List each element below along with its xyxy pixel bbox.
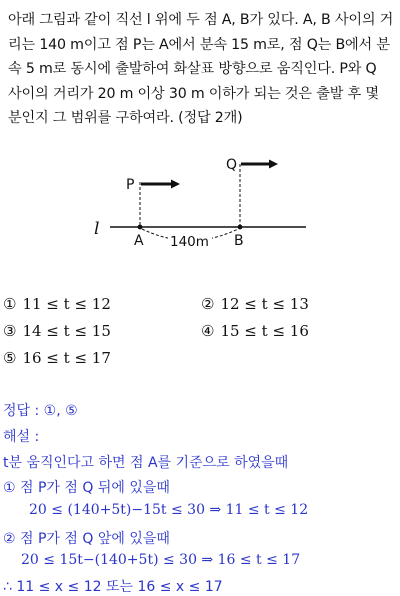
choice-5[interactable] xyxy=(3,349,111,367)
point-b-dot xyxy=(238,225,243,230)
point-p-label: P xyxy=(126,177,135,193)
line-l-label: l xyxy=(94,219,100,239)
choice-2[interactable] xyxy=(201,295,309,313)
choice-5-number: ⑤ xyxy=(3,349,17,367)
choice-5-text: 16 ≤ t ≤ 17 xyxy=(22,349,111,367)
choice-1[interactable] xyxy=(3,295,111,313)
choice-2-text: 12 ≤ t ≤ 13 xyxy=(220,295,309,313)
setup-line: t분 움직인다고 하면 점 A를 기준으로 하였을때 xyxy=(3,455,289,471)
choice-3[interactable] xyxy=(3,322,111,340)
choice-4-number: ④ xyxy=(201,322,215,340)
choice-3-number: ③ xyxy=(3,322,17,340)
case1-title: ① 점 P가 점 Q 뒤에 있을때 xyxy=(3,480,170,496)
point-q-label: Q xyxy=(226,157,238,173)
q-arrow-head-icon xyxy=(269,160,278,169)
distance-label: 140m xyxy=(170,234,209,250)
case2-title: ② 점 P가 점 Q 앞에 있을때 xyxy=(3,531,170,547)
conclusion-line: ∴ 11 ≤ x ≤ 12 또는 16 ≤ x ≤ 17 xyxy=(3,579,223,595)
choice-3-text: 14 ≤ t ≤ 15 xyxy=(22,322,111,340)
explanation-label: 해설 : xyxy=(3,429,40,445)
point-a-label: A xyxy=(134,233,144,249)
case1-math: 20 ≤ (140+5t)−15t ≤ 30 ⇒ 11 ≤ t ≤ 12 xyxy=(29,502,309,518)
choice-4[interactable] xyxy=(201,322,309,340)
case2-math: 20 ≤ 15t−(140+5t) ≤ 30 ⇒ 16 ≤ t ≤ 17 xyxy=(21,552,301,568)
choice-4-text: 15 ≤ t ≤ 16 xyxy=(220,322,309,340)
choice-2-number: ② xyxy=(201,295,215,313)
choice-1-number: ① xyxy=(3,295,17,313)
p-arrow-head-icon xyxy=(171,180,180,189)
problem-figure xyxy=(88,150,348,260)
choice-1-text: 11 ≤ t ≤ 12 xyxy=(22,295,111,313)
point-a-dot xyxy=(138,225,143,230)
point-b-label: B xyxy=(234,233,244,249)
answer-line: 정답 : ①, ⑤ xyxy=(3,403,78,419)
problem-statement xyxy=(8,8,394,131)
problem-text: 아래 그림과 같이 직선 l 위에 두 점 A, B가 있다. A, B 사이의 거리는 140 m이고 점 P는 A에서 분속 15 m로, 점 Q는 B에서 분속 5 m로 동시에 출발하여 화살표 방향으로 움직인다. P와 Q 사이의 거리가 20 m 이상 30 m 이하가 되는 것은 출발 후 몇 분인지 그 범위를 구하여라. (정답 2개) xyxy=(8,12,394,127)
